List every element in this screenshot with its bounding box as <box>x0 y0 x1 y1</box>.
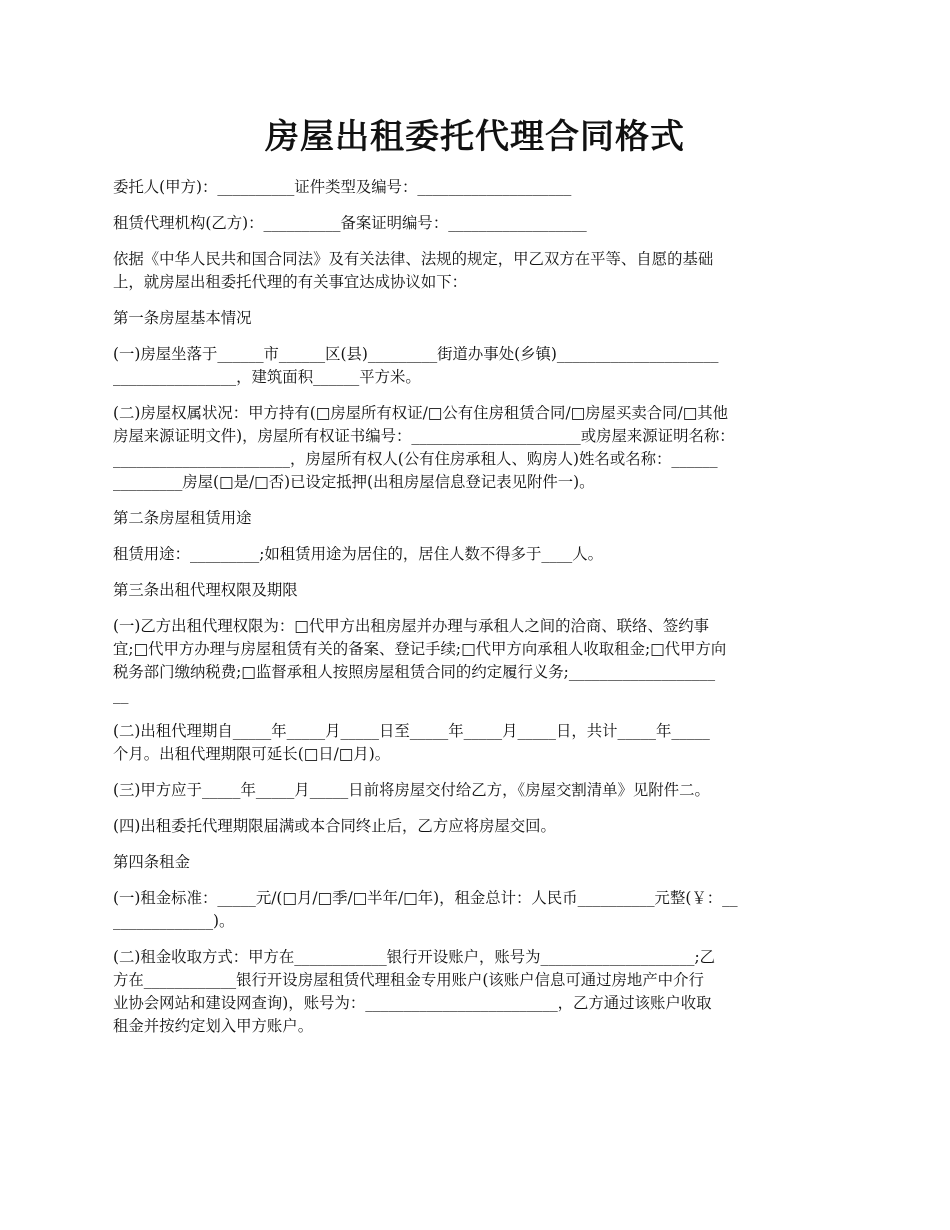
text-line: 第二条房屋租赁用途 <box>113 509 252 527</box>
text-line: ________________，建筑面积______平方米。 <box>113 368 421 386</box>
text-line: (三)甲方应于_____年_____月_____日前将房屋交付给乙方，《房屋交割清单》见附件二。 <box>113 781 710 799</box>
text-line: (二)出租代理期自_____年_____月_____日至_____年_____月_____日，共计_____年_____ <box>113 722 710 740</box>
text-line: _____________)。 <box>113 912 235 930</box>
document-body <box>113 176 853 1051</box>
text-line: (二)租金收取方式：甲方在____________银行开设账户，账号为____________________;乙 <box>113 948 716 966</box>
text-line: (一)租金标准：_____元/(□月/□季/□半年/□年)，租金总计：人民币__________元整(￥：__ <box>113 889 738 907</box>
article-1-heading <box>113 307 853 330</box>
text-line: _________房屋(□是/□否)已设定抵押(出租房屋信息登记表见附件一)。 <box>113 473 595 491</box>
text-line: 方在____________银行开设房屋租赁代理租金专用账户(该账户信息可通过房地产中介行 <box>113 971 704 989</box>
text-line: (一)房屋坐落于______市______区(县)_________街道办事处(乡镇)_____________________ <box>113 345 719 363</box>
text-line: 委托人(甲方)：__________证件类型及编号：____________________ <box>113 178 572 196</box>
text-line: _______________________，房屋所有权人(公有住房承租人、购房人)姓名或名称：______ <box>113 450 718 468</box>
text-line: 个月。出租代理期限可延长(□日/□月)。 <box>113 745 391 763</box>
text-line: 第一条房屋基本情况 <box>113 309 252 327</box>
text-line: 依据《中华人民共和国合同法》及有关法律、法规的规定，甲乙双方在平等、自愿的基础 <box>113 250 714 268</box>
article-3-heading <box>113 579 853 602</box>
text-line: 上，就房屋出租委托代理的有关事宜达成协议如下： <box>113 273 467 291</box>
text-line: 税务部门缴纳税费;□监督承租人按照房屋租赁合同的约定履行义务;___________________ <box>113 663 716 681</box>
text-line: 房屋来源证明文件)，房屋所有权证书编号：______________________或房屋来源证明名称： <box>113 427 735 445</box>
article-1-clause-2 <box>113 402 853 494</box>
text-line: (四)出租委托代理期限届满或本合同终止后，乙方应将房屋交回。 <box>113 817 556 835</box>
text-line: 租金并按约定划入甲方账户。 <box>113 1017 314 1035</box>
document-title: 房屋出租委托代理合同格式 <box>265 117 685 157</box>
article-3-clause-2 <box>113 720 853 766</box>
text-line: 租赁代理机构(乙方)：__________备案证明编号：__________________ <box>113 214 587 232</box>
principal-party-line <box>113 176 853 199</box>
agency-party-line <box>113 212 853 235</box>
text-line: 业协会网站和建设网查询)，账号为：_________________________，乙方通过该账户收取 <box>113 994 712 1012</box>
text-line: 租赁用途：_________;如租赁用途为居住的，居住人数不得多于____人。 <box>113 545 603 563</box>
article-3-clause-4 <box>113 815 853 838</box>
text-line: __ <box>113 686 129 704</box>
preamble <box>113 248 853 294</box>
article-2-heading <box>113 507 853 530</box>
text-line: (一)乙方出租代理权限为：□代甲方出租房屋并办理与承租人之间的洽商、联络、签约事 <box>113 617 710 635</box>
article-4-clause-1 <box>113 887 853 933</box>
article-3-clause-1 <box>113 615 853 707</box>
text-line: (二)房屋权属状况：甲方持有(□房屋所有权证/□公有住房租赁合同/□房屋买卖合同/□其他 <box>113 404 729 422</box>
article-3-clause-3 <box>113 779 853 802</box>
text-line: 第三条出租代理权限及期限 <box>113 581 298 599</box>
article-2-clause <box>113 543 853 566</box>
article-1-clause-1 <box>113 343 853 389</box>
text-line: 宜;□代甲方办理与房屋租赁有关的备案、登记手续;□代甲方向承租人收取租金;□代甲方向 <box>113 640 727 658</box>
article-4-clause-2 <box>113 946 853 1038</box>
text-line: 第四条租金 <box>113 853 190 871</box>
article-4-heading <box>113 851 853 874</box>
